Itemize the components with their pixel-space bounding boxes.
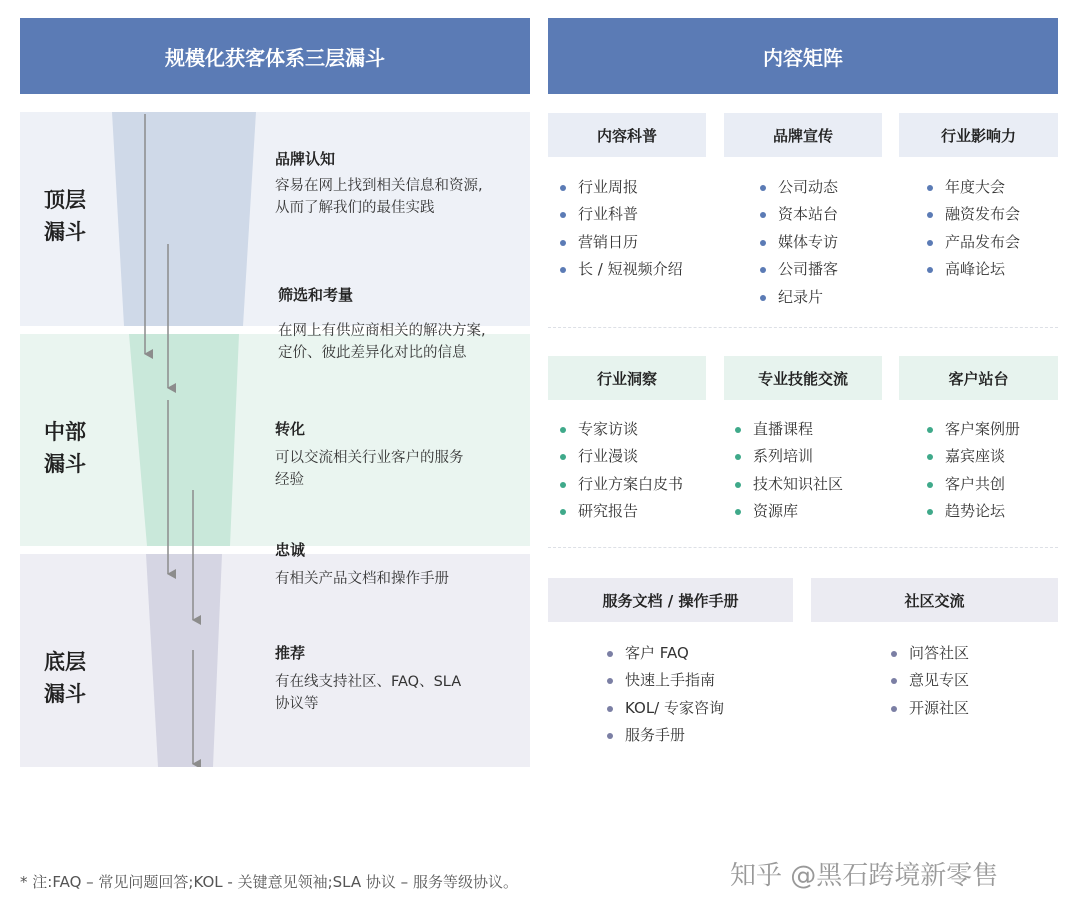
stage-brand-awareness: [275, 148, 525, 219]
category-customer-endorsement: 客户站台: [899, 356, 1058, 400]
list-item: 公司动态: [760, 174, 838, 201]
stage-title: 转化: [275, 420, 306, 438]
list-item: 服务手册: [607, 722, 724, 749]
band-label-top: 顶层 漏斗: [44, 188, 86, 244]
list-item: 趋势论坛: [927, 498, 1020, 525]
list-industry-insight: [560, 416, 683, 526]
content-matrix-header: 内容矩阵: [548, 18, 1058, 94]
list-item: 意见专区: [891, 667, 969, 694]
list-item: KOL/ 专家咨询: [607, 695, 724, 722]
list-item: 融资发布会: [927, 201, 1020, 228]
list-item: 系列培训: [735, 443, 843, 470]
list-item: 研究报告: [560, 498, 683, 525]
category-industry-influence: 行业影响力: [899, 113, 1058, 157]
list-item: 年度大会: [927, 174, 1020, 201]
watermark: 知乎 @黑石跨境新零售: [730, 861, 999, 891]
band-label-middle: 中部 漏斗: [44, 420, 86, 476]
row-divider-2: [548, 547, 1058, 548]
list-item: 直播课程: [735, 416, 843, 443]
list-item: 客户案例册: [927, 416, 1020, 443]
list-item: 快速上手指南: [607, 667, 724, 694]
list-industry-influence: [927, 174, 1020, 284]
list-item: 客户 FAQ: [607, 640, 724, 667]
list-item: 专家访谈: [560, 416, 683, 443]
list-item: 资源库: [735, 498, 843, 525]
funnel-header: 规模化获客体系三层漏斗: [20, 18, 530, 94]
list-item: 长 / 短视频介绍: [560, 256, 683, 283]
stage-loyalty: [275, 539, 525, 590]
list-item: 行业方案白皮书: [560, 471, 683, 498]
list-item: 高峰论坛: [927, 256, 1020, 283]
stage-desc: 容易在网上找到相关信息和资源, 从而了解我们的最佳实践: [275, 178, 483, 216]
list-skill-exchange: [735, 416, 843, 526]
category-skill-exchange: 专业技能交流: [724, 356, 882, 400]
band-label-bottom: 底层 漏斗: [44, 650, 86, 706]
stage-desc-screening: 在网上有供应商相关的解决方案, 定价、彼此差异化对比的信息: [278, 323, 486, 361]
list-item: 公司播客: [760, 256, 838, 283]
list-item: 开源社区: [891, 695, 969, 722]
stage-recommendation: [275, 642, 525, 715]
category-brand-promotion: 品牌宣传: [724, 113, 882, 157]
stage-title: 推荐: [275, 644, 306, 662]
list-item: 营销日历: [560, 229, 683, 256]
list-community: [891, 640, 969, 722]
list-item: 行业周报: [560, 174, 683, 201]
category-popular-science: 内容科普: [548, 113, 706, 157]
funnel-middle-segment: [129, 334, 239, 546]
stage-conversion: [275, 418, 525, 491]
category-community: 社区交流: [811, 578, 1058, 622]
funnel-top-segment: [112, 112, 256, 326]
list-brand-promotion: [760, 174, 838, 311]
category-industry-insight: 行业洞察: [548, 356, 706, 400]
list-service-docs: [607, 640, 724, 750]
category-service-docs: 服务文档 / 操作手册: [548, 578, 793, 622]
stage-title: 忠诚: [275, 541, 306, 559]
list-item: 嘉宾座谈: [927, 443, 1020, 470]
list-item: 行业漫谈: [560, 443, 683, 470]
footnote: * 注:FAQ – 常见问题回答;KOL - 关键意见领袖;SLA 协议 – 服务等级协议。: [20, 873, 518, 891]
list-item: 纪录片: [760, 284, 838, 311]
list-customer-endorsement: [927, 416, 1020, 526]
stage-title: 品牌认知: [275, 150, 336, 168]
list-item: 产品发布会: [927, 229, 1020, 256]
list-item: 问答社区: [891, 640, 969, 667]
stage-desc: 可以交流相关行业客户的服务 经验: [275, 450, 464, 488]
list-item: 客户共创: [927, 471, 1020, 498]
stage-desc: 有相关产品文档和操作手册: [275, 571, 449, 587]
list-item: 行业科普: [560, 201, 683, 228]
list-item: 资本站台: [760, 201, 838, 228]
funnel-bottom-segment: [146, 554, 222, 767]
row-divider-1: [548, 327, 1058, 328]
list-item: 媒体专访: [760, 229, 838, 256]
list-item: 技术知识社区: [735, 471, 843, 498]
stage-title-screening: 筛选和考量: [278, 286, 354, 304]
stage-desc: 有在线支持社区、FAQ、SLA 协议等: [275, 674, 462, 712]
list-popular-science: [560, 174, 683, 284]
